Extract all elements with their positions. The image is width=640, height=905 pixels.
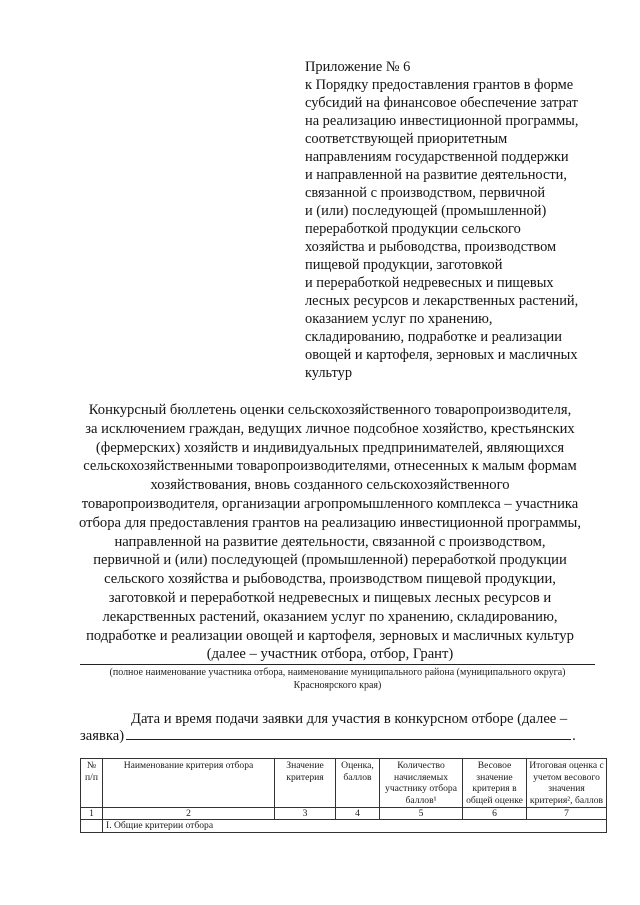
appendix-line: складированию, подработке и реализации xyxy=(305,329,562,345)
column-number: 5 xyxy=(380,808,463,820)
title-line: отбора для предоставления грантов на реализацию инвестиционной программы, xyxy=(78,514,582,531)
column-number: 1 xyxy=(81,808,103,820)
column-number: 7 xyxy=(527,808,607,820)
submission-date-label-end: заявка) xyxy=(80,728,125,744)
appendix-line: и (или) последующей (промышленной) xyxy=(305,203,547,219)
appendix-line: оказанием услуг по хранению, xyxy=(305,311,493,327)
table-section-row xyxy=(81,820,607,833)
section-title: I. Общие критерии отбора xyxy=(103,820,607,833)
header-score: Оценка, баллов xyxy=(336,759,380,808)
column-number: 2 xyxy=(103,808,275,820)
title-line: Конкурсный бюллетень оценки сельскохозяйственного товаропроизводителя, xyxy=(88,402,572,418)
title-line: товаропроизводителя, организации агропромышленного комплекса – участника xyxy=(81,495,579,512)
submission-date-row xyxy=(80,727,600,745)
appendix-line: субсидий на финансовое обеспечение затрат xyxy=(305,95,578,111)
header-points: Количество начисляемых участнику отбора баллов¹ xyxy=(380,759,463,808)
appendix-line: соответствующей приоритетным xyxy=(305,131,508,147)
participant-name-caption xyxy=(80,667,595,692)
appendix-line: лесных ресурсов и лекарственных растений, xyxy=(305,293,579,309)
title-line: первичной и (или) последующей (промышленной) переработкой продукции xyxy=(93,552,567,569)
title-line: подработке и реализации овощей и картофеля, зерновых и масличных культур xyxy=(86,627,574,644)
column-number: 3 xyxy=(275,808,336,820)
caption-line: (полное наименование участника отбора, наименование муниципального района (муниципального округа) xyxy=(109,667,566,678)
header-total: Итоговая оценка с учетом весового значения критерия², баллов xyxy=(527,759,607,808)
appendix-block xyxy=(305,58,605,382)
column-number: 4 xyxy=(336,808,380,820)
title-line: направленной на развитие деятельности, связанной с производством, xyxy=(114,533,546,550)
table-header-row xyxy=(81,759,607,808)
appendix-line: направлениям государственной поддержки xyxy=(305,149,569,165)
header-criterion-name: Наименование критерия отбора xyxy=(103,759,275,808)
appendix-line: культур xyxy=(305,365,353,381)
title-line: (фермерских) хозяйств и индивидуальных предпринимателей, являющихся xyxy=(95,439,565,456)
submission-date-period: . xyxy=(572,728,576,744)
column-number: 6 xyxy=(463,808,527,820)
section-empty-cell xyxy=(81,820,103,833)
appendix-line: и направленной на развитие деятельности, xyxy=(305,167,567,183)
header-criterion-value: Значение критерия xyxy=(275,759,336,808)
header-number: № п/п xyxy=(81,759,103,808)
participant-name-underline xyxy=(80,664,595,665)
appendix-line: хозяйства и рыбоводства, производством xyxy=(305,239,557,255)
caption-line: Красноярского края) xyxy=(293,679,382,691)
appendix-line: на реализацию инвестиционной программы, xyxy=(305,113,579,129)
submission-date-blank xyxy=(126,727,571,740)
criteria-table xyxy=(80,758,607,833)
title-line: лекарственных растений, оказанием услуг по хранению, складированию, xyxy=(102,608,558,625)
appendix-line: овощей и картофеля, зерновых и масличных xyxy=(305,347,578,363)
appendix-line: пищевой продукции, заготовкой xyxy=(305,257,503,273)
title-line: сельскохозяйственными товаропроизводителями, отнесенных к малым формам xyxy=(83,458,577,475)
table-number-row xyxy=(81,808,607,820)
title-line: заготовкой и переработкой недревесных и пищевых лесных ресурсов и xyxy=(108,589,552,606)
title-line: за исключением граждан, ведущих личное подсобное хозяйство, крестьянских xyxy=(85,420,575,437)
document-title xyxy=(60,401,600,664)
submission-date-label: Дата и время подачи заявки для участия в конкурсном отборе (далее – xyxy=(131,711,568,727)
appendix-line: к Порядку предоставления грантов в форме xyxy=(305,77,574,93)
header-weight: Весовое значение критерия в общей оценке xyxy=(463,759,527,808)
appendix-line: связанной с производством, первичной xyxy=(305,185,546,201)
title-line: хозяйствования, вновь созданного сельскохозяйственного xyxy=(150,477,510,494)
appendix-line: переработкой продукции сельского xyxy=(305,221,521,237)
title-line: сельского хозяйства и рыбоводства, производством пищевой продукции, xyxy=(104,571,556,588)
appendix-line: Приложение № 6 xyxy=(305,59,411,75)
title-line: (далее – участник отбора, отбор, Грант) xyxy=(206,646,454,663)
appendix-line: и переработкой недревесных и пищевых xyxy=(305,275,554,291)
